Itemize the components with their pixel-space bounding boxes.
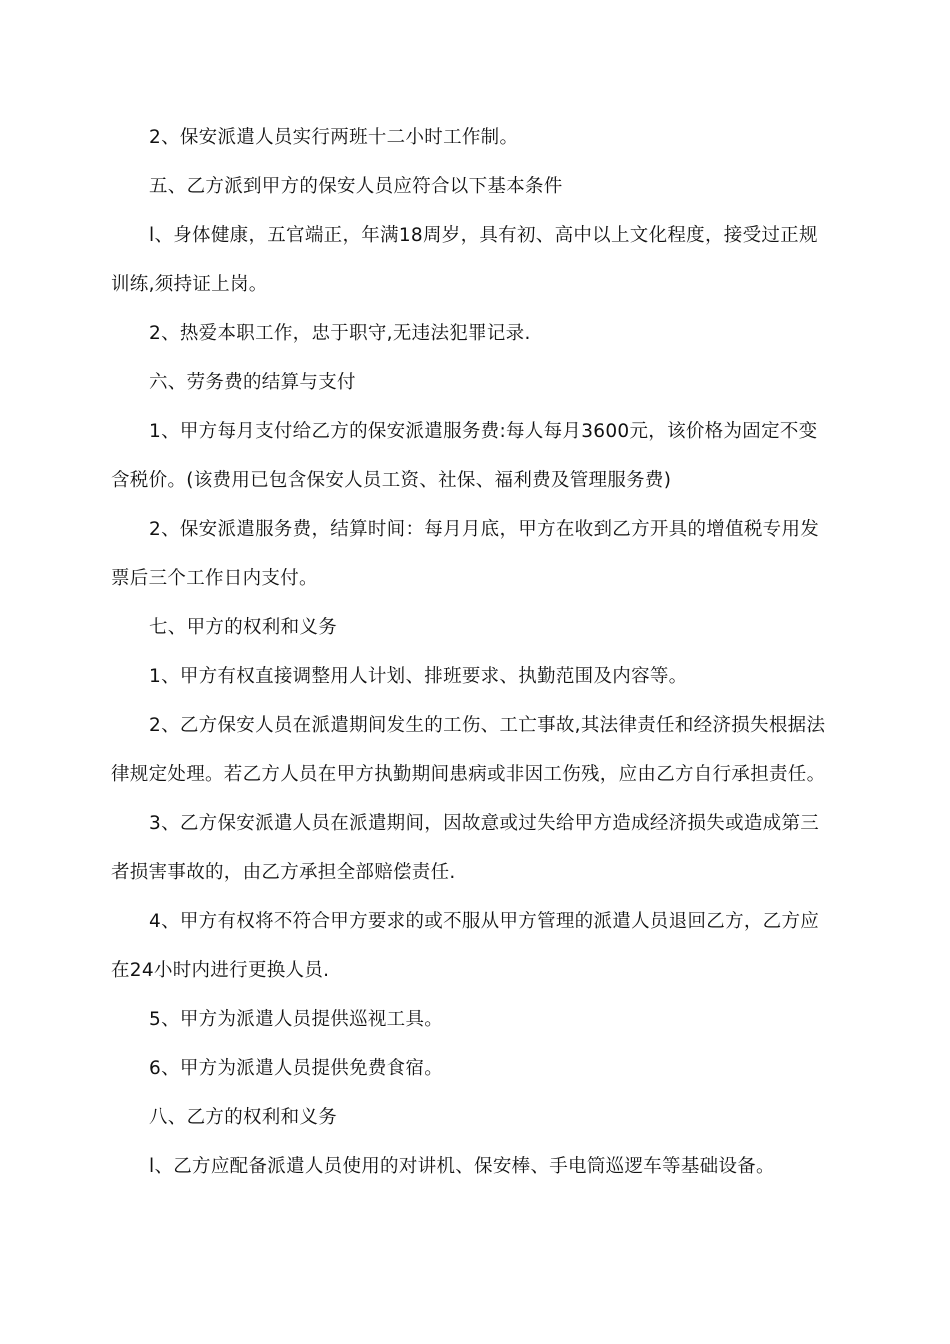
text-line: 2、保安派遣人员实行两班十二小时工作制。 [149, 127, 519, 148]
paragraph [111, 1155, 843, 1179]
text-line: 2、保安派遣服务费，结算时间：每月月底，甲方在收到乙方开具的增值税专用发 [149, 519, 820, 540]
text-line: 八、乙方的权利和义务 [149, 1107, 338, 1128]
paragraph [111, 665, 843, 689]
paragraph [111, 322, 843, 346]
text-line: 者损害事故的，由乙方承担全部赔偿责任. [111, 862, 456, 883]
section-heading [111, 371, 843, 395]
document-body [111, 126, 843, 1204]
text-line: 训练,须持证上岗。 [111, 274, 268, 295]
paragraph [111, 910, 843, 983]
text-line: 6、甲方为派遣人员提供免费食宿。 [149, 1058, 444, 1079]
text-line: 七、甲方的权利和义务 [149, 617, 338, 638]
text-line: 五、乙方派到甲方的保安人员应符合以下基本条件 [149, 176, 563, 197]
text-line: 1、甲方有权直接调整用人计划、排班要求、执勤范围及内容等。 [149, 666, 688, 687]
text-line: 5、甲方为派遣人员提供巡视工具。 [149, 1009, 444, 1030]
text-line: 六、劳务费的结算与支付 [149, 372, 356, 393]
paragraph [111, 812, 843, 885]
text-line: 2、热爱本职工作，忠于职守,无违法犯罪记录. [149, 323, 531, 344]
paragraph [111, 1008, 843, 1032]
paragraph [111, 224, 843, 297]
text-line: 1、甲方每月支付给乙方的保安派遣服务费:每人每月3600元，该价格为固定不变 [149, 421, 818, 442]
paragraph [111, 714, 843, 787]
paragraph [111, 126, 843, 150]
section-heading [111, 1106, 843, 1130]
text-line: l、乙方应配备派遣人员使用的对讲机、保安棒、手电筒巡逻车等基础设备。 [149, 1156, 775, 1177]
text-line: 票后三个工作日内支付。 [111, 568, 318, 589]
text-line: 3、乙方保安派遣人员在派遣期间，因故意或过失给甲方造成经济损失或造成第三 [149, 813, 820, 834]
text-line: l、身体健康，五官端正，年满18周岁，具有初、高中以上文化程度，接受过正规 [149, 225, 818, 246]
text-line: 含税价。(该费用已包含保安人员工资、社保、福利费及管理服务费) [111, 470, 672, 491]
section-heading [111, 175, 843, 199]
text-line: 律规定处理。若乙方人员在甲方执勤期间患病或非因工伤残，应由乙方自行承担责任。 [111, 764, 826, 785]
paragraph [111, 420, 843, 493]
paragraph [111, 518, 843, 591]
text-line: 在24小时内进行更换人员. [111, 960, 330, 981]
paragraph [111, 1057, 843, 1081]
text-line: 4、甲方有权将不符合甲方要求的或不服从甲方管理的派遣人员退回乙方，乙方应 [149, 911, 820, 932]
text-line: 2、乙方保安人员在派遣期间发生的工伤、工亡事故,其法律责任和经济损失根据法 [149, 715, 826, 736]
section-heading [111, 616, 843, 640]
